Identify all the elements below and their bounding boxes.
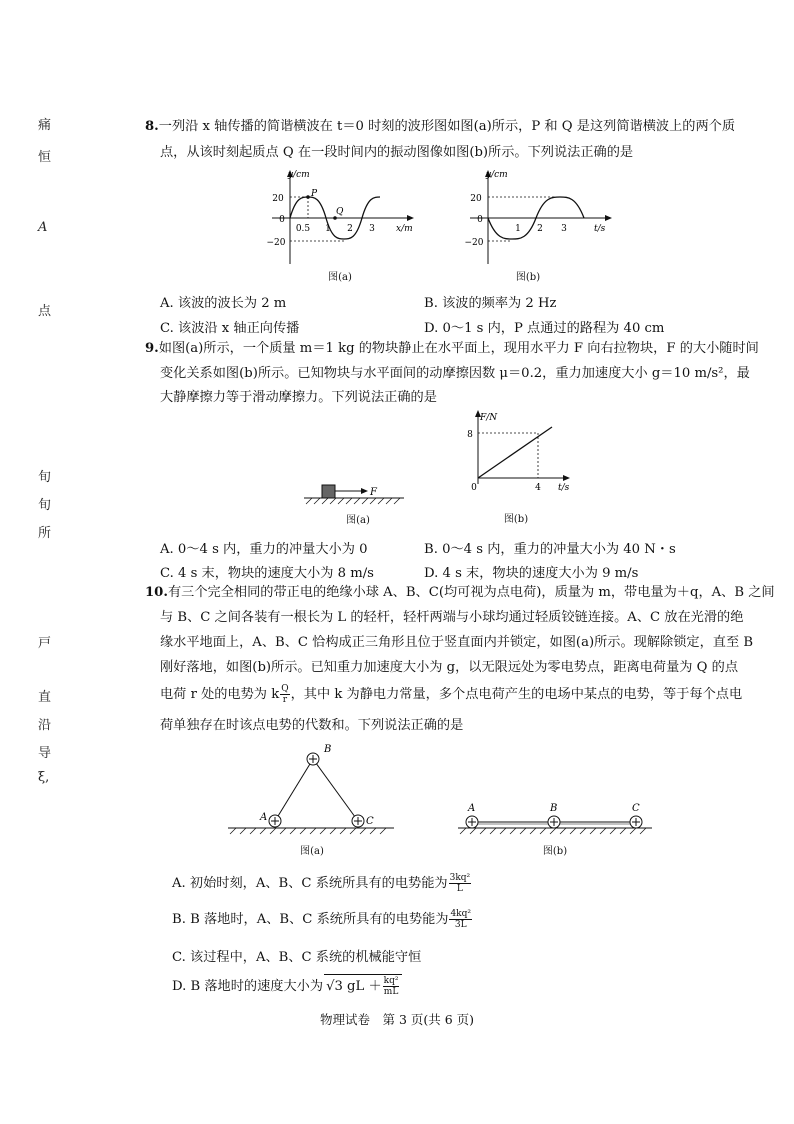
q8b-xlabel: t/s (594, 224, 606, 234)
q8-option-c[interactable]: C. 该波沿 x 轴正向传播 (160, 321, 300, 336)
q9-option-d[interactable]: D. 4 s 末，物块的速度大小为 9 m/s (424, 566, 639, 581)
q10a-caption: 图(a) (300, 846, 324, 857)
q10b-caption: 图(b) (542, 846, 568, 857)
q9a-caption: 图(a) (346, 515, 370, 526)
q9b-tick: 0 (471, 483, 477, 493)
margin-char: 所 (38, 526, 52, 541)
q9b-ylabel: F/N (480, 413, 498, 423)
q8b-tick: 2 (537, 224, 543, 234)
q8-figure-a (262, 168, 422, 268)
q8-option-d[interactable]: D. 0～1 s 内，P 点通过的路程为 40 cm (424, 321, 665, 336)
q10-figure-a (226, 740, 396, 836)
q10-number: 10. (145, 585, 168, 600)
q9a-force-label: F (370, 487, 377, 498)
q8b-tick: 0 (477, 215, 483, 225)
margin-char: 点 (38, 304, 52, 319)
margin-char: 戸 (38, 636, 52, 651)
margin-char: 沿 (38, 718, 52, 733)
q8a-tick: −20 (266, 238, 286, 248)
margin-char: 恒 (38, 150, 52, 165)
q10b-label-a: A (468, 803, 476, 814)
q9b-caption: 图(b) (503, 514, 529, 525)
margin-char: 痛 (38, 118, 52, 133)
q10a-label-b: B (324, 744, 332, 755)
q9b-tick: 8 (467, 430, 473, 440)
q9-option-b[interactable]: B. 0～4 s 内，重力的冲量大小为 40 N・s (424, 542, 676, 557)
q8b-tick: 3 (561, 224, 567, 234)
q10a-label-a: A (260, 812, 268, 823)
q8a-tick: 0 (279, 215, 285, 225)
q8b-ylabel: y/cm (486, 170, 508, 180)
q8-number: 8. (145, 119, 159, 134)
margin-char: ξ, (38, 770, 50, 785)
q8a-tick: 2 (347, 224, 353, 234)
q10-line5: 电荷 r 处的电势为 k $\frac{Q}{r}$ ，其中 k 为静电力常量，多个点电荷产生的电场中某点的电势，等于每个点电 (160, 684, 743, 705)
margin-char: 旬 (38, 498, 52, 513)
q8a-label-p: P (311, 189, 318, 199)
q10-line1: 10.有三个完全相同的带正电的绝缘小球 A、B、C(均可视为点电荷)，质量为 m，带电量为＋q，A、B 之间 (145, 585, 775, 600)
q8-figure-b (460, 168, 620, 268)
q10-option-b[interactable]: B. B 落地时，A、B、C 系统所具有的电势能为 $\frac{\text{4kq²}}{3L}$ (172, 909, 472, 930)
q8a-xlabel: x/m (396, 224, 413, 234)
q9b-xlabel: t/s (558, 483, 570, 493)
q8a-tick: 20 (272, 194, 284, 204)
q8a-caption: 图(a) (328, 272, 352, 283)
q8b-tick: 20 (470, 194, 482, 204)
q10-option-a[interactable]: A. 初始时刻，A、B、C 系统所具有的电势能为 $\frac{\text{3kq²}}{L}$ (172, 873, 471, 894)
q10-option-d[interactable]: D. B 落地时的速度大小为 √3 gL ＋ $\frac{\text{kq²}}{mL}$ (172, 974, 402, 997)
q10-line6: 荷单独存在时该点电势的代数和。下列说法正确的是 (160, 718, 464, 733)
q9-option-c[interactable]: C. 4 s 末，物块的速度大小为 8 m/s (160, 566, 374, 581)
fraction-q-over-r: $\frac{Q}{r}$ (281, 684, 289, 705)
q9-option-a[interactable]: A. 0～4 s 内，重力的冲量大小为 0 (160, 542, 368, 557)
q8a-tick: 1 (325, 224, 331, 234)
margin-char: 直 (38, 690, 52, 705)
q8-option-b[interactable]: B. 该波的频率为 2 Hz (424, 296, 557, 311)
margin-char: 导 (38, 746, 52, 761)
q8-line2: 点，从该时刻起质点 Q 在一段时间内的振动图像如图(b)所示。下列说法正确的是 (160, 145, 634, 160)
q9-number: 9. (145, 341, 159, 356)
q10-figure-b (456, 796, 656, 836)
q10-line3: 缘水平地面上，A、B、C 恰构成正三角形且位于竖直面内并锁定，如图(a)所示。现解除锁定，直至 B (160, 635, 754, 650)
q8a-tick: 0.5 (295, 224, 311, 234)
margin-char: 旬 (38, 470, 52, 485)
q8a-tick: 3 (369, 224, 375, 234)
q8-line1: 8.一列沿 x 轴传播的简谐横波在 t＝0 时刻的波形图如图(a)所示，P 和 Q 是这列简谐横波上的两个质 (145, 119, 736, 134)
q9b-tick: 4 (535, 483, 541, 493)
q8b-caption: 图(b) (515, 272, 541, 283)
q8a-ylabel: y/cm (288, 170, 310, 180)
fraction-3kq2-over-l: $\frac{\text{3kq²}}{L}$ (449, 873, 471, 894)
q9-line1: 9.如图(a)所示，一个质量 m＝1 kg 的物块静止在水平面上，现用水平力 F 向右拉物块，F 的大小随时间 (145, 341, 759, 356)
fraction-4kq2-over-3l: $\frac{\text{4kq²}}{3L}$ (450, 909, 472, 930)
q10-option-c[interactable]: C. 该过程中，A、B、C 系统的机械能守恒 (172, 950, 422, 965)
q10b-label-b: B (550, 803, 558, 814)
margin-char: A (38, 220, 48, 235)
q9-figure-a (300, 476, 410, 512)
q10-line4: 刚好落地，如图(b)所示。已知重力加速度大小为 g，以无限远处为零电势点，距离电荷量为 Q 的点 (160, 660, 739, 675)
q10-line2: 与 B、C 之间各装有一根长为 L 的轻杆，轻杆两端与小球均通过轻质铰链连接。A、C 放在光滑的绝 (160, 610, 744, 625)
q8b-tick: 1 (515, 224, 521, 234)
q8-option-a[interactable]: A. 该波的波长为 2 m (160, 296, 287, 311)
q9-line2: 变化关系如图(b)所示。已知物块与水平面间的动摩擦因数 μ＝0.2，重力加速度大小 g＝10 m/s²，最 (160, 366, 750, 381)
q8b-tick: −20 (464, 238, 484, 248)
page-footer: 物理试卷 第 3 页(共 6 页) (319, 1012, 475, 1027)
sqrt-expression: √3 gL ＋ $\frac{\text{kq²}}{mL}$ (324, 974, 402, 997)
fraction-kq2-over-ml: $\frac{\text{kq²}}{mL}$ (383, 976, 399, 997)
q9-line3: 大静摩擦力等于滑动摩擦力。下列说法正确的是 (160, 390, 437, 405)
q8a-label-q: Q (336, 207, 344, 217)
q10b-label-c: C (632, 803, 640, 814)
q9-figure-b (462, 408, 582, 504)
q10a-label-c: C (366, 816, 374, 827)
